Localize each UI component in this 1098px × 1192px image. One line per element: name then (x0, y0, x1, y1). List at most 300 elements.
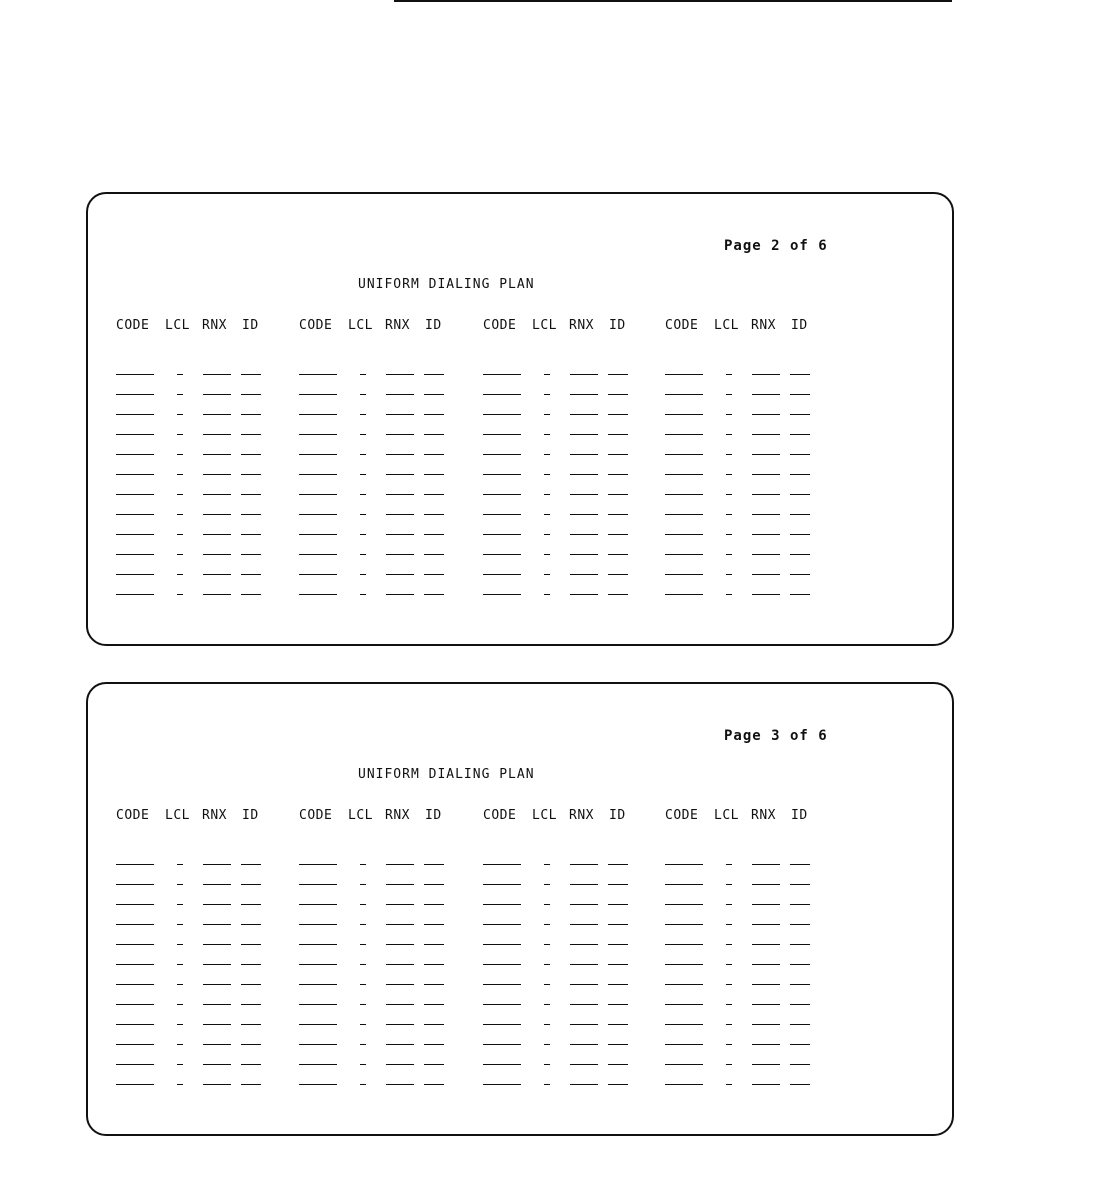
code-field[interactable] (299, 374, 337, 375)
rnx-field[interactable] (570, 1044, 598, 1045)
rnx-field[interactable] (203, 1064, 231, 1065)
code-field[interactable] (116, 574, 154, 575)
lcl-field[interactable] (360, 414, 366, 415)
code-field[interactable] (483, 474, 521, 475)
code-field[interactable] (116, 534, 154, 535)
code-field[interactable] (299, 1024, 337, 1025)
rnx-field[interactable] (570, 984, 598, 985)
rnx-field[interactable] (570, 574, 598, 575)
code-field[interactable] (299, 1084, 337, 1085)
rnx-field[interactable] (203, 414, 231, 415)
code-field[interactable] (665, 1024, 703, 1025)
lcl-field[interactable] (360, 924, 366, 925)
code-field[interactable] (665, 494, 703, 495)
lcl-field[interactable] (726, 514, 732, 515)
rnx-field[interactable] (570, 944, 598, 945)
lcl-field[interactable] (177, 594, 183, 595)
lcl-field[interactable] (360, 494, 366, 495)
rnx-field[interactable] (386, 454, 414, 455)
rnx-field[interactable] (203, 474, 231, 475)
lcl-field[interactable] (544, 574, 550, 575)
rnx-field[interactable] (752, 414, 780, 415)
rnx-field[interactable] (570, 594, 598, 595)
id-field[interactable] (424, 1044, 444, 1045)
id-field[interactable] (608, 1024, 628, 1025)
rnx-field[interactable] (570, 924, 598, 925)
id-field[interactable] (424, 944, 444, 945)
code-field[interactable] (299, 924, 337, 925)
id-field[interactable] (790, 884, 810, 885)
lcl-field[interactable] (177, 924, 183, 925)
lcl-field[interactable] (544, 1044, 550, 1045)
code-field[interactable] (483, 394, 521, 395)
rnx-field[interactable] (752, 434, 780, 435)
lcl-field[interactable] (726, 474, 732, 475)
id-field[interactable] (608, 574, 628, 575)
lcl-field[interactable] (177, 984, 183, 985)
rnx-field[interactable] (386, 904, 414, 905)
id-field[interactable] (608, 1044, 628, 1045)
lcl-field[interactable] (360, 1084, 366, 1085)
lcl-field[interactable] (544, 414, 550, 415)
lcl-field[interactable] (726, 374, 732, 375)
rnx-field[interactable] (386, 414, 414, 415)
id-field[interactable] (608, 534, 628, 535)
code-field[interactable] (299, 534, 337, 535)
id-field[interactable] (424, 1084, 444, 1085)
lcl-field[interactable] (360, 1004, 366, 1005)
id-field[interactable] (790, 984, 810, 985)
id-field[interactable] (424, 1004, 444, 1005)
code-field[interactable] (665, 924, 703, 925)
id-field[interactable] (608, 434, 628, 435)
rnx-field[interactable] (570, 1064, 598, 1065)
lcl-field[interactable] (177, 574, 183, 575)
id-field[interactable] (241, 1064, 261, 1065)
code-field[interactable] (116, 434, 154, 435)
code-field[interactable] (665, 414, 703, 415)
code-field[interactable] (483, 534, 521, 535)
code-field[interactable] (483, 574, 521, 575)
rnx-field[interactable] (570, 414, 598, 415)
lcl-field[interactable] (360, 554, 366, 555)
lcl-field[interactable] (360, 474, 366, 475)
rnx-field[interactable] (570, 534, 598, 535)
code-field[interactable] (483, 554, 521, 555)
id-field[interactable] (424, 534, 444, 535)
lcl-field[interactable] (544, 984, 550, 985)
rnx-field[interactable] (752, 964, 780, 965)
code-field[interactable] (665, 474, 703, 475)
lcl-field[interactable] (360, 374, 366, 375)
lcl-field[interactable] (726, 394, 732, 395)
rnx-field[interactable] (386, 574, 414, 575)
rnx-field[interactable] (386, 884, 414, 885)
lcl-field[interactable] (544, 594, 550, 595)
id-field[interactable] (790, 1004, 810, 1005)
lcl-field[interactable] (544, 534, 550, 535)
lcl-field[interactable] (544, 944, 550, 945)
id-field[interactable] (424, 574, 444, 575)
lcl-field[interactable] (544, 1024, 550, 1025)
rnx-field[interactable] (203, 394, 231, 395)
id-field[interactable] (608, 1084, 628, 1085)
lcl-field[interactable] (360, 454, 366, 455)
id-field[interactable] (790, 1024, 810, 1025)
id-field[interactable] (424, 514, 444, 515)
lcl-field[interactable] (544, 924, 550, 925)
rnx-field[interactable] (752, 574, 780, 575)
rnx-field[interactable] (752, 1004, 780, 1005)
rnx-field[interactable] (752, 594, 780, 595)
lcl-field[interactable] (360, 904, 366, 905)
id-field[interactable] (424, 964, 444, 965)
code-field[interactable] (116, 374, 154, 375)
rnx-field[interactable] (203, 864, 231, 865)
id-field[interactable] (424, 884, 444, 885)
lcl-field[interactable] (544, 374, 550, 375)
id-field[interactable] (241, 394, 261, 395)
code-field[interactable] (483, 904, 521, 905)
rnx-field[interactable] (752, 884, 780, 885)
id-field[interactable] (790, 514, 810, 515)
id-field[interactable] (608, 454, 628, 455)
code-field[interactable] (483, 594, 521, 595)
rnx-field[interactable] (752, 1064, 780, 1065)
code-field[interactable] (483, 434, 521, 435)
code-field[interactable] (299, 1004, 337, 1005)
rnx-field[interactable] (203, 434, 231, 435)
id-field[interactable] (790, 1064, 810, 1065)
code-field[interactable] (665, 434, 703, 435)
rnx-field[interactable] (570, 884, 598, 885)
id-field[interactable] (424, 1064, 444, 1065)
rnx-field[interactable] (570, 454, 598, 455)
id-field[interactable] (790, 534, 810, 535)
lcl-field[interactable] (726, 1024, 732, 1025)
rnx-field[interactable] (570, 1004, 598, 1005)
id-field[interactable] (424, 594, 444, 595)
id-field[interactable] (241, 1024, 261, 1025)
code-field[interactable] (299, 904, 337, 905)
code-field[interactable] (483, 964, 521, 965)
lcl-field[interactable] (726, 1044, 732, 1045)
id-field[interactable] (424, 394, 444, 395)
id-field[interactable] (608, 1064, 628, 1065)
id-field[interactable] (241, 434, 261, 435)
rnx-field[interactable] (752, 1084, 780, 1085)
lcl-field[interactable] (177, 1084, 183, 1085)
lcl-field[interactable] (360, 1024, 366, 1025)
code-field[interactable] (299, 554, 337, 555)
rnx-field[interactable] (386, 374, 414, 375)
rnx-field[interactable] (386, 1044, 414, 1045)
rnx-field[interactable] (386, 984, 414, 985)
lcl-field[interactable] (544, 554, 550, 555)
code-field[interactable] (665, 454, 703, 455)
lcl-field[interactable] (177, 374, 183, 375)
lcl-field[interactable] (726, 904, 732, 905)
rnx-field[interactable] (570, 374, 598, 375)
code-field[interactable] (299, 514, 337, 515)
code-field[interactable] (665, 374, 703, 375)
lcl-field[interactable] (177, 944, 183, 945)
id-field[interactable] (424, 864, 444, 865)
id-field[interactable] (241, 1004, 261, 1005)
lcl-field[interactable] (544, 474, 550, 475)
id-field[interactable] (790, 1044, 810, 1045)
lcl-field[interactable] (177, 884, 183, 885)
id-field[interactable] (424, 434, 444, 435)
code-field[interactable] (116, 554, 154, 555)
rnx-field[interactable] (203, 574, 231, 575)
lcl-field[interactable] (177, 864, 183, 865)
code-field[interactable] (299, 454, 337, 455)
code-field[interactable] (665, 864, 703, 865)
id-field[interactable] (790, 574, 810, 575)
lcl-field[interactable] (360, 574, 366, 575)
rnx-field[interactable] (203, 534, 231, 535)
lcl-field[interactable] (360, 594, 366, 595)
rnx-field[interactable] (203, 454, 231, 455)
id-field[interactable] (608, 884, 628, 885)
rnx-field[interactable] (752, 1044, 780, 1045)
id-field[interactable] (790, 964, 810, 965)
id-field[interactable] (790, 434, 810, 435)
code-field[interactable] (116, 454, 154, 455)
id-field[interactable] (424, 924, 444, 925)
id-field[interactable] (790, 904, 810, 905)
rnx-field[interactable] (752, 984, 780, 985)
code-field[interactable] (299, 474, 337, 475)
lcl-field[interactable] (726, 454, 732, 455)
id-field[interactable] (241, 534, 261, 535)
id-field[interactable] (424, 474, 444, 475)
id-field[interactable] (241, 414, 261, 415)
id-field[interactable] (608, 864, 628, 865)
lcl-field[interactable] (726, 534, 732, 535)
rnx-field[interactable] (752, 454, 780, 455)
rnx-field[interactable] (752, 474, 780, 475)
code-field[interactable] (483, 1004, 521, 1005)
rnx-field[interactable] (570, 904, 598, 905)
rnx-field[interactable] (386, 594, 414, 595)
id-field[interactable] (790, 474, 810, 475)
lcl-field[interactable] (177, 964, 183, 965)
id-field[interactable] (241, 474, 261, 475)
rnx-field[interactable] (752, 924, 780, 925)
id-field[interactable] (790, 454, 810, 455)
lcl-field[interactable] (177, 394, 183, 395)
rnx-field[interactable] (752, 374, 780, 375)
id-field[interactable] (241, 374, 261, 375)
id-field[interactable] (790, 944, 810, 945)
id-field[interactable] (241, 494, 261, 495)
id-field[interactable] (608, 964, 628, 965)
rnx-field[interactable] (570, 514, 598, 515)
lcl-field[interactable] (544, 904, 550, 905)
lcl-field[interactable] (360, 864, 366, 865)
lcl-field[interactable] (726, 944, 732, 945)
code-field[interactable] (299, 1064, 337, 1065)
id-field[interactable] (608, 944, 628, 945)
rnx-field[interactable] (386, 864, 414, 865)
rnx-field[interactable] (386, 1004, 414, 1005)
id-field[interactable] (608, 374, 628, 375)
id-field[interactable] (790, 1084, 810, 1085)
code-field[interactable] (483, 1084, 521, 1085)
lcl-field[interactable] (726, 434, 732, 435)
rnx-field[interactable] (203, 1024, 231, 1025)
lcl-field[interactable] (360, 984, 366, 985)
lcl-field[interactable] (726, 884, 732, 885)
rnx-field[interactable] (203, 964, 231, 965)
code-field[interactable] (665, 554, 703, 555)
code-field[interactable] (116, 984, 154, 985)
id-field[interactable] (424, 1024, 444, 1025)
rnx-field[interactable] (203, 494, 231, 495)
rnx-field[interactable] (386, 1064, 414, 1065)
lcl-field[interactable] (726, 984, 732, 985)
lcl-field[interactable] (177, 494, 183, 495)
code-field[interactable] (665, 514, 703, 515)
code-field[interactable] (483, 454, 521, 455)
id-field[interactable] (241, 514, 261, 515)
lcl-field[interactable] (544, 864, 550, 865)
code-field[interactable] (116, 884, 154, 885)
code-field[interactable] (483, 1044, 521, 1045)
code-field[interactable] (116, 514, 154, 515)
code-field[interactable] (665, 904, 703, 905)
id-field[interactable] (608, 494, 628, 495)
id-field[interactable] (608, 984, 628, 985)
rnx-field[interactable] (570, 474, 598, 475)
lcl-field[interactable] (544, 1064, 550, 1065)
rnx-field[interactable] (570, 434, 598, 435)
code-field[interactable] (299, 964, 337, 965)
rnx-field[interactable] (570, 554, 598, 555)
rnx-field[interactable] (203, 1084, 231, 1085)
id-field[interactable] (608, 924, 628, 925)
id-field[interactable] (790, 414, 810, 415)
rnx-field[interactable] (752, 514, 780, 515)
rnx-field[interactable] (386, 554, 414, 555)
lcl-field[interactable] (544, 1084, 550, 1085)
lcl-field[interactable] (360, 514, 366, 515)
id-field[interactable] (241, 594, 261, 595)
id-field[interactable] (790, 864, 810, 865)
code-field[interactable] (483, 944, 521, 945)
rnx-field[interactable] (752, 904, 780, 905)
rnx-field[interactable] (386, 1024, 414, 1025)
code-field[interactable] (116, 474, 154, 475)
code-field[interactable] (665, 574, 703, 575)
rnx-field[interactable] (203, 374, 231, 375)
rnx-field[interactable] (752, 554, 780, 555)
rnx-field[interactable] (752, 864, 780, 865)
rnx-field[interactable] (203, 924, 231, 925)
id-field[interactable] (241, 904, 261, 905)
rnx-field[interactable] (570, 964, 598, 965)
rnx-field[interactable] (386, 1084, 414, 1085)
id-field[interactable] (241, 454, 261, 455)
lcl-field[interactable] (360, 1064, 366, 1065)
code-field[interactable] (299, 884, 337, 885)
lcl-field[interactable] (360, 944, 366, 945)
code-field[interactable] (483, 374, 521, 375)
lcl-field[interactable] (360, 394, 366, 395)
lcl-field[interactable] (360, 964, 366, 965)
id-field[interactable] (424, 984, 444, 985)
rnx-field[interactable] (203, 594, 231, 595)
id-field[interactable] (608, 514, 628, 515)
code-field[interactable] (665, 594, 703, 595)
code-field[interactable] (483, 884, 521, 885)
code-field[interactable] (299, 414, 337, 415)
lcl-field[interactable] (726, 574, 732, 575)
code-field[interactable] (299, 394, 337, 395)
rnx-field[interactable] (386, 534, 414, 535)
id-field[interactable] (790, 374, 810, 375)
lcl-field[interactable] (544, 494, 550, 495)
lcl-field[interactable] (177, 434, 183, 435)
lcl-field[interactable] (177, 1004, 183, 1005)
lcl-field[interactable] (177, 534, 183, 535)
rnx-field[interactable] (203, 1004, 231, 1005)
code-field[interactable] (116, 1044, 154, 1045)
lcl-field[interactable] (726, 494, 732, 495)
lcl-field[interactable] (726, 964, 732, 965)
id-field[interactable] (241, 924, 261, 925)
code-field[interactable] (299, 864, 337, 865)
code-field[interactable] (483, 494, 521, 495)
id-field[interactable] (241, 864, 261, 865)
code-field[interactable] (665, 534, 703, 535)
rnx-field[interactable] (386, 494, 414, 495)
code-field[interactable] (116, 1064, 154, 1065)
rnx-field[interactable] (386, 964, 414, 965)
id-field[interactable] (608, 414, 628, 415)
code-field[interactable] (299, 594, 337, 595)
code-field[interactable] (665, 1064, 703, 1065)
code-field[interactable] (665, 394, 703, 395)
code-field[interactable] (116, 494, 154, 495)
id-field[interactable] (424, 454, 444, 455)
code-field[interactable] (116, 904, 154, 905)
id-field[interactable] (241, 1044, 261, 1045)
id-field[interactable] (241, 964, 261, 965)
lcl-field[interactable] (726, 414, 732, 415)
lcl-field[interactable] (177, 454, 183, 455)
rnx-field[interactable] (752, 494, 780, 495)
code-field[interactable] (299, 574, 337, 575)
lcl-field[interactable] (726, 1004, 732, 1005)
rnx-field[interactable] (386, 514, 414, 515)
code-field[interactable] (116, 1004, 154, 1005)
code-field[interactable] (483, 984, 521, 985)
id-field[interactable] (241, 554, 261, 555)
id-field[interactable] (790, 554, 810, 555)
id-field[interactable] (424, 374, 444, 375)
code-field[interactable] (116, 594, 154, 595)
rnx-field[interactable] (570, 1084, 598, 1085)
lcl-field[interactable] (544, 434, 550, 435)
lcl-field[interactable] (544, 514, 550, 515)
code-field[interactable] (483, 1064, 521, 1065)
code-field[interactable] (665, 984, 703, 985)
rnx-field[interactable] (570, 864, 598, 865)
lcl-field[interactable] (726, 864, 732, 865)
